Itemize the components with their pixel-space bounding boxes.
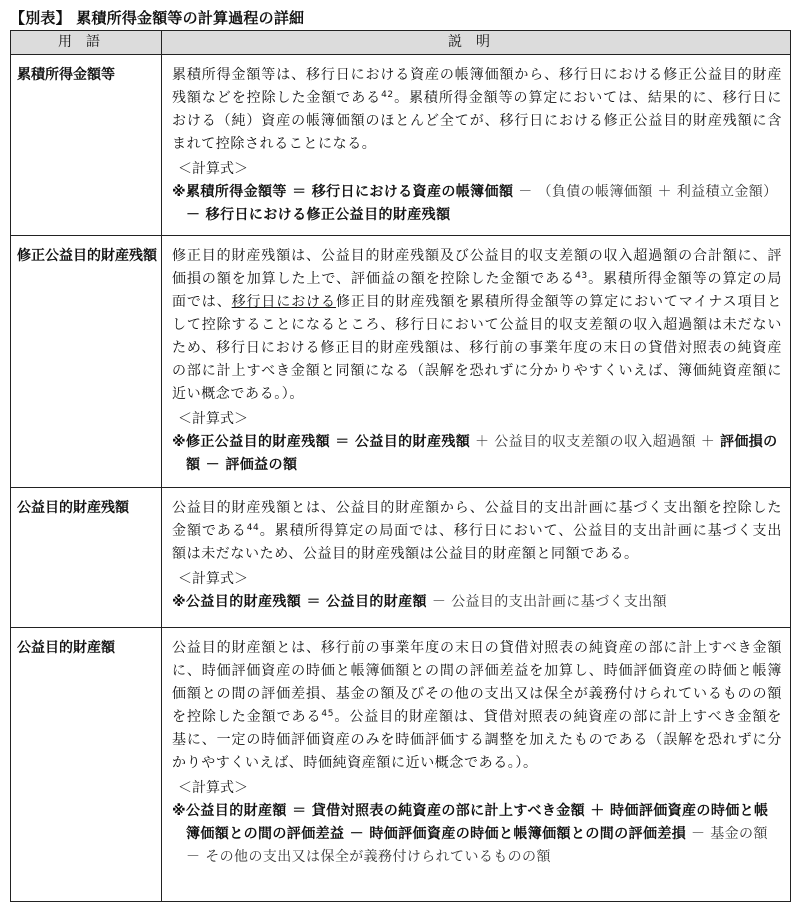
description-text: 修正目的財産残額は、公益目的財産残額及び公益目的収支差額の収入超過額の合計額に、評価損の額を加算した上で、評価益の額を控除した金額である$^{43}$。累積所得金額等の算定の局面では、移行日における修正目的財産残額を累積所得金額等の算定においてマイナス項目として控除することになるところ、移行日において公益目的収支差額の収入超過額は未だないため、移行日における修正目的財産残額は、移行前の事業年度の末日の貸借対照表の純資産の部に計上すべき金額と同額になる（誤解を恐れずに分かりやすくいえば、簿価純資産額に近い概念である。）。: [172, 248, 782, 402]
formula-label: ＜計算式＞: [178, 571, 248, 587]
column-header-description: 説明: [162, 31, 791, 55]
description-cell: [162, 628, 791, 902]
detail-table: [10, 30, 791, 902]
formula-text: ※修正公益目的財産残額 ＝ 公益目的財産残額 ＋ 公益目的収支差額の収入超過額 ＋ 評価損の額 － 評価益の額: [172, 434, 778, 473]
formula-label: ＜計算式＞: [178, 161, 248, 177]
description-cell: [162, 488, 791, 628]
description-cell: [162, 55, 791, 236]
formula-text: ※公益目的財産額 ＝ 貸借対照表の純資産の部に計上すべき金額 ＋ 時価評価資産の時価と帳簿価額との間の評価差益 － 時価評価資産の時価と帳簿価額との間の評価差損 － 基金の額 － その他の支出又は保全が義務付けられているものの額: [172, 803, 769, 865]
description-cell: [162, 236, 791, 488]
footnote-ref: 45: [321, 709, 335, 719]
footnote-ref: 44: [246, 523, 260, 533]
underlined-text: 移行日における: [231, 294, 336, 310]
table-header-row: [11, 31, 791, 55]
term-cell: 公益目的財産額: [11, 628, 162, 902]
description-text: 公益目的財産額とは、移行前の事業年度の末日の貸借対照表の純資産の部に計上すべき金額に、時価評価資産の時価と帳簿価額との間の評価差益を加算し、時価評価資産の時価と帳簿価額との間の評価差損、基金の額及びその他の支出又は保全が義務付けられているものの額を控除した金額である$^{45}$。公益目的財産額は、貸借対照表の純資産の部に計上すべき金額を基に、一定の時価評価資産のみを時価評価する調整を加えたものである（誤解を恐れずに分かりやすくいえば、時価純資産額に近い概念である。）。: [172, 640, 782, 771]
footnote-ref: 42: [381, 90, 394, 100]
table-row: [11, 628, 791, 902]
description-text: 累積所得金額等は、移行日における資産の帳簿価額から、移行日における修正公益目的財産残額などを控除した金額である$^{42}$。累積所得金額等の算定においては、結果的に、移行日における（純）資産の帳簿価額のほとんど全てが、移行日における修正公益目的財産残額に含まれて控除されることになる。: [172, 67, 782, 152]
table-row: [11, 55, 791, 236]
table-row: [11, 488, 791, 628]
table-title: 【別表】 累積所得金額等の計算過程の詳細: [10, 9, 305, 27]
formula-text: ※公益目的財産残額 ＝ 公益目的財産額 － 公益目的支出計画に基づく支出額: [172, 594, 668, 610]
column-header-term: 用語: [11, 31, 162, 55]
formula-text: ※累積所得金額等 ＝ 移行日における資産の帳簿価額 － （負債の帳簿価額 ＋ 利益積立金額） － 移行日における修正公益目的財産残額: [172, 184, 778, 223]
table-row: [11, 236, 791, 488]
description-text: 公益目的財産残額とは、公益目的財産額から、公益目的支出計画に基づく支出額を控除した金額である$^{44}$。累積所得算定の局面では、移行日において、公益目的支出計画に基づく支出額は未だないため、公益目的財産残額は公益目的財産額と同額である。: [172, 500, 782, 562]
formula-label: ＜計算式＞: [178, 411, 248, 427]
document-page: [10, 6, 790, 902]
term-cell: 累積所得金額等: [11, 55, 162, 236]
formula-label: ＜計算式＞: [178, 780, 248, 796]
term-cell: 修正公益目的財産残額: [11, 236, 162, 488]
term-cell: 公益目的財産残額: [11, 488, 162, 628]
footnote-ref: 43: [575, 271, 588, 281]
